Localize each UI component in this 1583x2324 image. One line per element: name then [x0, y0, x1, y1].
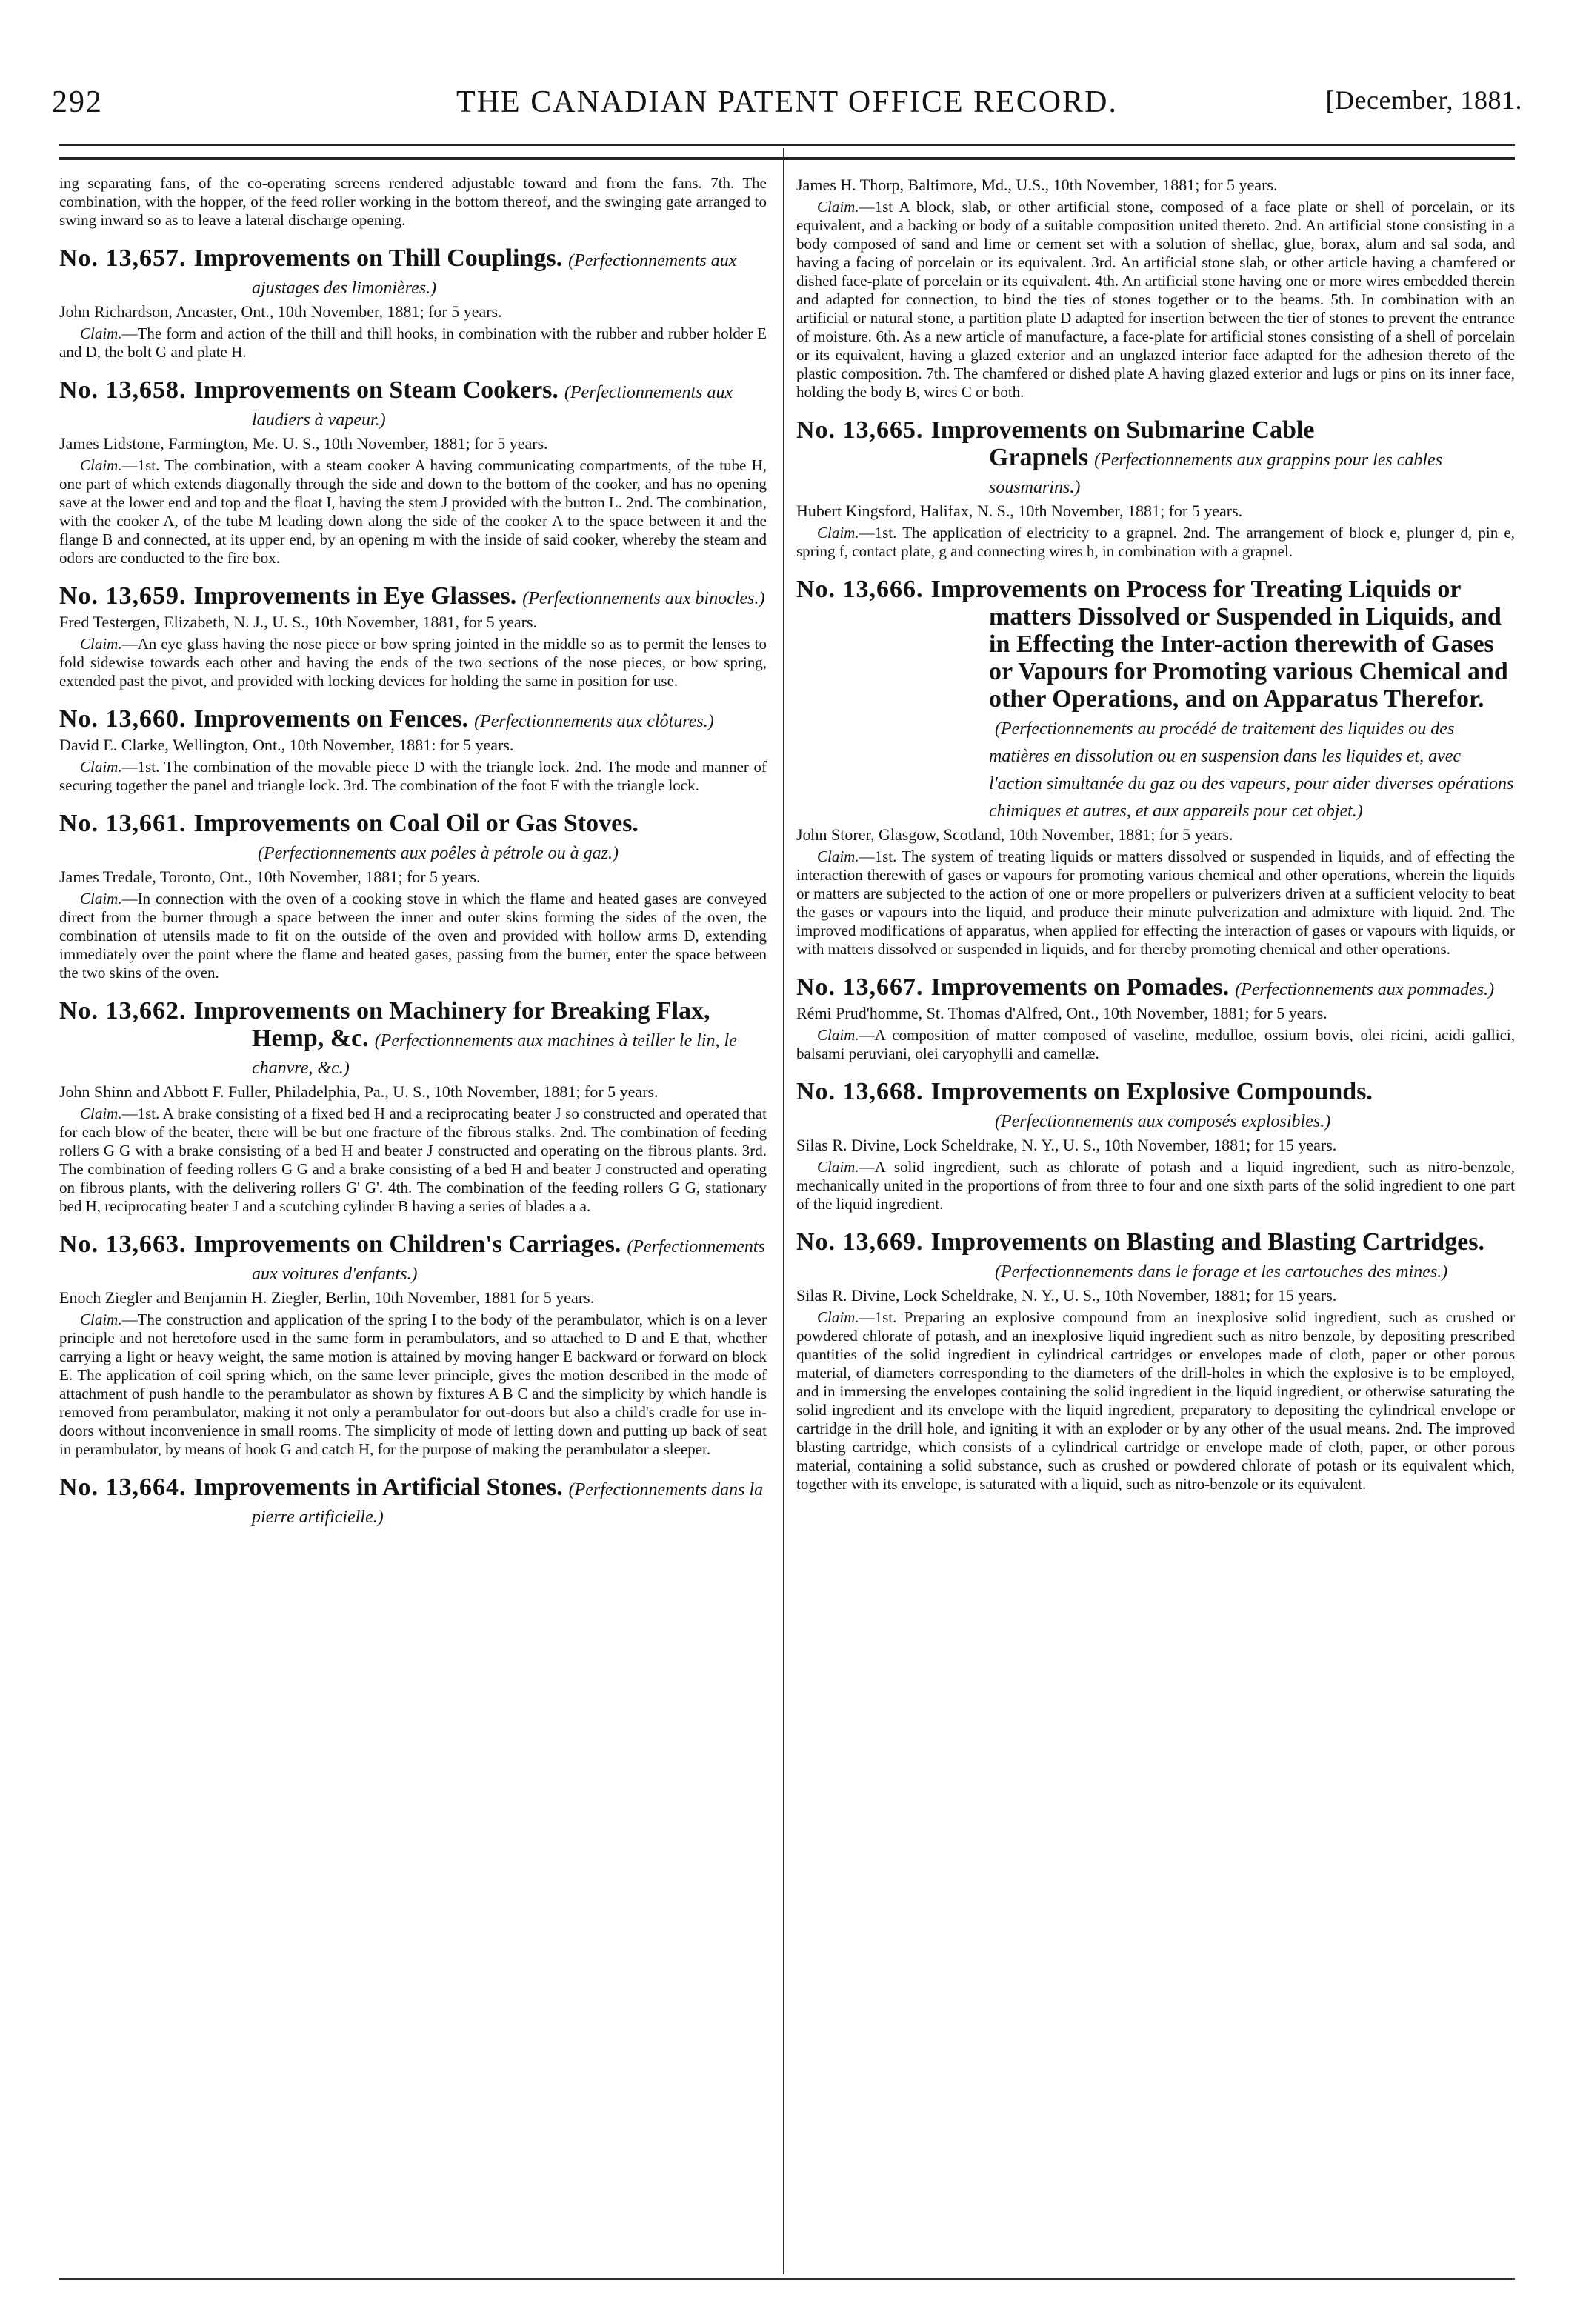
claim-text: —In connection with the oven of a cooking stove in which the flame and heated gases are conveyed direct from the burner through a space between the inner and outer skins forming the sides of the oven, the combination of utensils made to fit on the outside of the oven and provided with hollow arms D, extending immediately over the point where the flame and heated gases, passing from the burner, enter the space between the two skins of the oven. — [59, 890, 767, 982]
claim-text: —A composition of matter composed of vaseline, medulloe, ossium bovis, olei ricini, acidi gallici, balsami peruviani, olei caryophylli and camellæ. — [796, 1026, 1515, 1062]
claim-text: —An eye glass having the nose piece or bow spring jointed in the middle so as to permit the lenses to fold sidewise towards each other and having the ends of the two sections of the nose pieces, or bow spring, extended past the pivot, and provided with locking devices for holding the same in position for use. — [59, 635, 767, 690]
claim-label: Claim. — [817, 1026, 859, 1044]
right-entries — [796, 176, 1515, 1494]
claim-label: Claim. — [817, 848, 859, 865]
page-number: 292 — [52, 85, 103, 119]
claim-paragraph — [796, 1308, 1515, 1494]
patentee-line: Fred Testergen, Elizabeth, N. J., U. S., 10th November, 1881, for 5 years. — [59, 613, 538, 631]
patent-heading — [796, 416, 1515, 499]
page-header — [52, 74, 1522, 133]
claim-paragraph — [59, 890, 767, 982]
patent-entry — [59, 1231, 767, 1459]
french-title: (Perfectionnements aux composés explosibles.) — [995, 1112, 1331, 1131]
patent-number: No. 13,669. — [796, 1228, 924, 1256]
claim-paragraph — [796, 848, 1515, 959]
patent-title: Improvements on Thill Couplings. — [193, 244, 563, 272]
claim-label: Claim. — [80, 456, 122, 474]
claim-label: Claim. — [80, 635, 122, 653]
patent-entry — [796, 576, 1515, 959]
patent-heading — [59, 244, 767, 299]
patent-heading — [796, 973, 1515, 1001]
header-rule-heavy — [59, 157, 1515, 160]
patent-entry — [796, 973, 1515, 1063]
patent-title: Improvements on Blasting and Blasting Cartridges. — [930, 1228, 1484, 1256]
patentee-line: Enoch Ziegler and Benjamin H. Ziegler, Berlin, 10th November, 1881 for 5 years. — [59, 1288, 595, 1307]
patentee-line: Silas R. Divine, Lock Scheldrake, N. Y., U. S., 10th November, 1881; for 15 years. — [796, 1136, 1337, 1154]
patent-number: No. 13,662. — [59, 997, 187, 1025]
patent-heading — [59, 810, 767, 865]
claim-paragraph — [59, 1311, 767, 1459]
claim-paragraph — [796, 1158, 1515, 1213]
patentee-line: Silas R. Divine, Lock Scheldrake, N. Y., U. S., 10th November, 1881; for 15 years. — [796, 1286, 1337, 1305]
french-title: (Perfectionnements aux ajustages des limonières.) — [252, 251, 737, 298]
claim-text: —1st. The combination of the movable piece D with the triangle lock. 2nd. The mode and manner of securing together the panel and triangle lock. 3rd. The combination of the foot F with the triangle lock. — [59, 758, 767, 794]
french-title: (Perfectionnements aux laudiers à vapeur.) — [252, 383, 733, 430]
claim-text: —The form and action of the thill and thill hooks, in combination with the rubber and rubber holder E and D, the bolt G and plate H. — [59, 324, 767, 361]
patent-number: No. 13,659. — [59, 582, 187, 610]
patentee-line: John Storer, Glasgow, Scotland, 10th November, 1881; for 5 years. — [796, 825, 1233, 844]
patent-heading — [59, 997, 767, 1079]
french-title: (Perfectionnements au procédé de traitement des liquides ou des matières en dissolution ou en suspension dans les liquides et, avec l'action simultanée du gaz ou des vapeurs, pour aider diverses opérations chimiques et autres, et aux appareils pour cet objet.) — [989, 719, 1514, 821]
patentee-line: David E. Clarke, Wellington, Ont., 10th November, 1881: for 5 years. — [59, 736, 514, 754]
patent-entry — [59, 997, 767, 1216]
left-column — [59, 174, 767, 2278]
claim-paragraph — [796, 524, 1515, 561]
column-divider — [783, 148, 784, 2274]
french-title: (Perfectionnements aux pommades.) — [1235, 980, 1495, 999]
patent-number: No. 13,664. — [59, 1474, 187, 1501]
patent-number: No. 13,657. — [59, 244, 187, 272]
patentee-line: John Shinn and Abbott F. Fuller, Philadelphia, Pa., U. S., 10th November, 1881; for 5 years. — [59, 1082, 659, 1101]
claim-label: Claim. — [80, 758, 122, 776]
patent-title: Improvements on Children's Carriages. — [193, 1231, 621, 1258]
claim-label: Claim. — [817, 1158, 859, 1176]
patent-title: Improvements on Process for Treating Liquids or matters Dissolved or Suspended in Liquids, and in Effecting the Inter-action therewith of Gases or Vapours for Promoting various Chemical and other Operations, and on Apparatus Therefor. — [930, 576, 1508, 713]
patent-heading — [796, 1078, 1515, 1133]
claim-paragraph — [59, 758, 767, 795]
patent-entry — [59, 1474, 767, 1528]
claim-label: Claim. — [817, 198, 859, 216]
patent-title: Improvements on Coal Oil or Gas Stoves. — [193, 810, 639, 837]
french-title: (Perfectionnements aux machines à teiller le lin, le chanvre, &c.) — [252, 1031, 737, 1078]
french-title: (Perfectionnements aux grappins pour les cables sousmarins.) — [989, 450, 1443, 497]
patentee-line: James H. Thorp, Baltimore, Md., U.S., 10th November, 1881; for 5 years. — [796, 176, 1278, 194]
french-title: (Perfectionnements dans la pierre artificielle.) — [252, 1480, 764, 1527]
claim-paragraph — [59, 456, 767, 567]
patent-number: No. 13,661. — [59, 810, 187, 837]
right-column — [796, 174, 1515, 2278]
patent-number: No. 13,668. — [796, 1078, 924, 1105]
patent-heading — [59, 1231, 767, 1285]
claim-text: —1st. A brake consisting of a fixed bed H and a reciprocating beater J so constructed and operated that for each blow of the beater, there will be but one fracture of the fibrous stalks. 2nd. The combination of feeding rollers G G with a brake consisting of a bed H and beater J constructed and operating on the fibrous plants. 3rd. The combination of feeding rollers G G and a brake consisting of a bed H and beater J constructed and operating on fibrous plants, with the delivering rollers G' G'. 4th. The combination of the feeding rollers G G, stationary bed H, reciprocating beater J and a scutching cylinder B having a series of blades a a. — [59, 1105, 767, 1215]
claim-label: Claim. — [817, 524, 859, 542]
french-title: (Perfectionnements dans le forage et les cartouches des mines.) — [995, 1262, 1448, 1282]
claim-paragraph — [796, 1026, 1515, 1063]
patent-number: No. 13,665. — [796, 416, 924, 444]
claim-text: —A solid ingredient, such as chlorate of potash and a liquid ingredient, such as nitro-benzole, mechanically united in the proportions of from three to four and one sixth parts of the solid ingredient to one part of the liquid ingredient. — [796, 1158, 1515, 1213]
claim-label: Claim. — [80, 1105, 122, 1122]
claim-text: —The construction and application of the spring I to the body of the perambulator, which is on a lever principle and not heretofore used in the same form in perambulators, and so attached to D and E that, whether carrying a light or heavy weight, the same motion is attained by moving hanger E backward or forward on block E. The application of coil spring which, on the same lever principle, gives the motion described in the mode of attachment of push handle to the perambulator as shown by fixtures A B C and the simplicity by which handle is removed from perambulator, making it not only a perambulator for out-doors but also a child's cradle for use in-doors without inconvenience in small rooms. The simplicity of mode of letting down and putting up back of seat in perambulator, by means of hook G and catch H, for the purpose of making the perambulator a sleeper. — [59, 1311, 767, 1458]
patentee-line: James Tredale, Toronto, Ont., 10th November, 1881; for 5 years. — [59, 868, 481, 886]
patent-number: No. 13,663. — [59, 1231, 187, 1258]
patent-entry — [796, 416, 1515, 561]
journal-title: THE CANADIAN PATENT OFFICE RECORD. — [456, 85, 1118, 119]
patent-title: Improvements on Machinery for Breaking Flax, Hemp, &c. — [193, 997, 710, 1052]
patentee-line: Hubert Kingsford, Halifax, N. S., 10th November, 1881; for 5 years. — [796, 502, 1243, 520]
french-title: (Perfectionnements aux poêles à pétrole ou à gaz.) — [258, 844, 619, 863]
patent-heading — [59, 582, 767, 610]
claim-text: —1st A block, slab, or other artificial stone, composed of a face plate or shell of porcelain, or its equivalent, and a backing or body of a suitable composition united thereto. 2nd. An artificial stone consisting in a body composed of sand and lime or cement set with a solution of shellac, glue, borax, alum and sal soda, and having a facing of porcelain or its equivalent. 3rd. An artificial stone slab, or other article having a chamfered or dished face-plate of porcelain or its equivalent. 4th. An artificial stone having one or more wires embedded therein and adapted for connection, to bind the ties of stones together or to the beams. 5th. In combination with an artificial or natural stone, a partition plate D adapted for insertion between the tier of stones to prevent the entrance of moisture. 6th. As a new article of manufacture, a face-plate for artificial stones consisting of a shell of porcelain or its equivalent, having a glazed exterior and an unglazed interior face adapted for the adhesion thereto of the plastic composition. 7th. The chamfered or dished plate A having glazed exterior and lugs or pins on its inner face, holding the body B, wires C or both. — [796, 198, 1515, 401]
patent-number: No. 13,658. — [59, 376, 187, 404]
patent-number: No. 13,660. — [59, 705, 187, 733]
patent-title: Improvements on Steam Cookers. — [193, 376, 559, 404]
claim-text: —1st. The system of treating liquids or matters dissolved or suspended in liquids, and of effecting the interaction therewith of gases or vapours for promoting various chemical and other operations, wherein the liquids or matters are subjected to the action of one or more propellers or pulverizers driven at a sufficient velocity to beat the gases or vapours into the liquid, and produce their minute pulverization and admixture with liquid. 2nd. The improved modifications of apparatus, when applied for effecting the interaction of gases or vapours with liquids, or with matters dissolved or suspended in liquids, and for thereby promoting chemical and other operations. — [796, 848, 1515, 958]
patentee-line: Rémi Prud'homme, St. Thomas d'Alfred, Ont., 10th November, 1881; for 5 years. — [796, 1004, 1327, 1022]
footer-rule — [59, 2278, 1515, 2280]
claim-text: —1st. Preparing an explosive compound from an inexplosive solid ingredient, such as crushed or powdered chlorate of potash, and an inexplosive liquid ingredient such as nitro benzole, by depositing prescribed quantities of the solid ingredient in cylindrical cartridges or envelopes made of cloth, paper or other porous material, of diameters corresponding to the diameters of the drill-holes in which the explosive is to be employed, and in immersing the envelopes containing the solid ingredient in the liquid ingredient, or otherwise saturating the solid ingredient and its envelope with the liquid ingredient, preparatory to depositing the cylindrical envelope or cartridge in the drill hole, and igniting it with an exploder or by any other of the usual means. 2nd. The improved blasting cartridge, which consists of a cylindrical cartridge or envelope made of cloth, paper, or other porous material, containing a solid substance, such as crushed or powdered chlorate of potash or its equivalent which, together with its envelope, is saturated with a liquid, such as nitro-benzole or its equivalent. — [796, 1308, 1515, 1493]
patent-title: Improvements on Explosive Compounds. — [930, 1078, 1373, 1105]
claim-paragraph — [59, 1105, 767, 1216]
claim-text: —1st. The application of electricity to a grapnel. 2nd. The arrangement of block e, plunger d, pin e, spring f, contact plate, g and connecting wires h, in combination with a grapnel. — [796, 524, 1515, 560]
claim-paragraph — [796, 198, 1515, 402]
claim-text: —1st. The combination, with a steam cooker A having communicating compartments, of the tube H, one part of which extends diagonally through the side and down to the bottom of the cooker, and has no opening save at the lower end and top and the float I, having the stem J provided with the button L. 2nd. The combination, with the cooker A, of the tube M leading down along the side of the cooker A to the space between it and the flange B and connected, at its upper end, by an opening m with the inside of said cooker, whereby the steam and odors are conducted to the fire box. — [59, 456, 767, 567]
patent-entry — [796, 1078, 1515, 1213]
patent-entry — [59, 376, 767, 567]
patent-number: No. 13,667. — [796, 973, 924, 1001]
claim-label: Claim. — [817, 1308, 859, 1326]
claim-paragraph — [59, 324, 767, 362]
french-title: (Perfectionnements aux voitures d'enfants.) — [252, 1237, 765, 1284]
patent-heading — [796, 1228, 1515, 1283]
french-title: (Perfectionnements aux binocles.) — [522, 589, 765, 608]
header-rule — [59, 144, 1515, 146]
patent-title: Improvements in Artificial Stones. — [193, 1474, 563, 1501]
patent-entry — [59, 810, 767, 982]
patent-heading — [59, 705, 767, 733]
patent-heading — [796, 576, 1515, 822]
continued-claim-text: ing separating fans, of the co-operating screens rendered adjustable toward and from the fans. 7th. The combination, with the hopper, of the feed roller working in the bottom thereof, and the swinging gate arranged to swing inward so as to leave a lateral discharge opening. — [59, 174, 767, 229]
claim-label: Claim. — [80, 890, 122, 908]
patent-entry — [59, 705, 767, 795]
patent-entry — [59, 582, 767, 690]
issue-date: [December, 1881. — [1325, 85, 1522, 115]
patent-title: Improvements in Eye Glasses. — [193, 582, 517, 610]
patent-title: Improvements on Submarine Cable Grapnels — [930, 416, 1315, 471]
claim-label: Claim. — [80, 1311, 122, 1328]
patentee-line: James Lidstone, Farmington, Me. U. S., 10th November, 1881; for 5 years. — [59, 434, 548, 453]
french-title: (Perfectionnements aux clôtures.) — [474, 712, 714, 731]
patent-entry — [796, 1228, 1515, 1494]
patent-number: No. 13,666. — [796, 576, 924, 603]
patent-entry — [796, 176, 1515, 402]
claim-label: Claim. — [80, 324, 122, 342]
patent-entry — [59, 244, 767, 362]
patent-title: Improvements on Pomades. — [930, 973, 1230, 1001]
patent-heading — [59, 1474, 767, 1528]
patent-title: Improvements on Fences. — [193, 705, 469, 733]
claim-paragraph — [59, 635, 767, 690]
patent-heading — [59, 376, 767, 431]
left-entries — [59, 244, 767, 1528]
patentee-line: John Richardson, Ancaster, Ont., 10th November, 1881; for 5 years. — [59, 302, 502, 321]
